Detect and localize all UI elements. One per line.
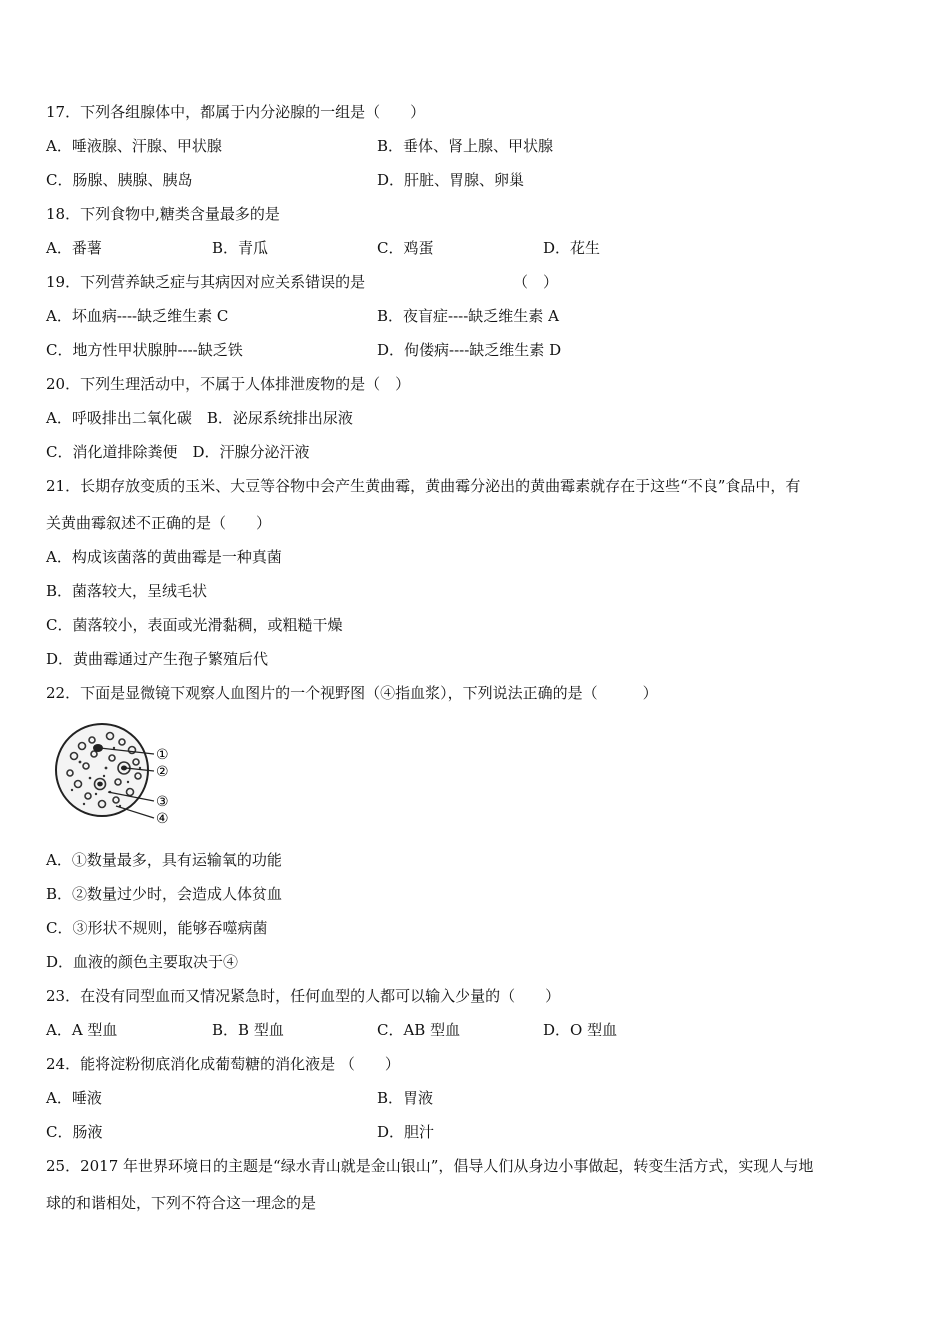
q23-option-a: A．A 型血	[46, 1021, 118, 1039]
q18-option-c: C．鸡蛋	[377, 239, 434, 257]
figure-label-1: ①	[156, 747, 169, 763]
q22-stem: 22．下面是显微镜下观察人血图片的一个视野图（④指血浆），下列说法正确的是（ ）	[46, 684, 658, 702]
q17-option-c: C．肠腺、胰腺、胰岛	[46, 171, 193, 189]
q21-option-b: B．菌落较大，呈绒毛状	[46, 582, 208, 600]
q21-stem-line1: 21．长期存放变质的玉米、大豆等谷物中会产生黄曲霉，黄曲霉分泌出的黄曲霉素就存在于这些“不良”食品中，有	[46, 477, 801, 495]
figure-label-3: ③	[156, 794, 169, 810]
q22-option-b: B．②数量过少时，会造成人体贫血	[46, 885, 283, 903]
q24-stem: 24．能将淀粉彻底消化成葡萄糖的消化液是 （ ）	[46, 1055, 400, 1073]
q23-stem: 23．在没有同型血而又情况紧急时，任何血型的人都可以输入少量的（ ）	[46, 987, 561, 1005]
q18-option-a: A．番薯	[46, 239, 102, 257]
q22-option-d: D．血液的颜色主要取决于④	[46, 953, 239, 971]
q19-option-a: A．坏血病----缺乏维生素 C	[46, 307, 229, 325]
q23-option-c: C．AB 型血	[377, 1021, 461, 1039]
q24-option-c: C．肠液	[46, 1123, 103, 1141]
q21-option-c: C．菌落较小，表面或光滑黏稠，或粗糙干燥	[46, 616, 343, 634]
q20-options-ab: A．呼吸排出二氧化碳 B．泌尿系统排出尿液	[46, 409, 353, 427]
q21-stem-line2: 关黄曲霉叙述不正确的是（ ）	[46, 514, 272, 532]
q17-option-a: A．唾液腺、汗腺、甲状腺	[46, 137, 222, 155]
q24-option-d: D．胆汁	[377, 1123, 435, 1141]
q18-option-d: D．花生	[543, 239, 601, 257]
q22-option-c: C．③形状不规则，能够吞噬病菌	[46, 919, 268, 937]
q23-option-b: B．B 型血	[212, 1021, 284, 1039]
q19-answer-paren: （ ）	[513, 273, 559, 291]
q19-option-c: C．地方性甲状腺肿----缺乏铁	[46, 341, 243, 359]
q21-option-a: A．构成该菌落的黄曲霉是一种真菌	[46, 548, 282, 566]
q17-option-b: B．垂体、肾上腺、甲状腺	[377, 137, 554, 155]
q18-stem: 18．下列食物中,糖类含量最多的是	[46, 205, 280, 223]
q20-options-cd: C．消化道排除粪便 D．汗腺分泌汗液	[46, 443, 310, 461]
q24-option-a: A．唾液	[46, 1089, 102, 1107]
figure-label-2: ②	[156, 764, 169, 780]
q24-option-b: B．胃液	[377, 1089, 434, 1107]
q21-option-d: D．黄曲霉通过产生孢子繁殖后代	[46, 650, 269, 668]
q18-option-b: B．青瓜	[212, 239, 269, 257]
blood-smear-figure	[52, 718, 182, 830]
figure-label-4: ④	[156, 811, 169, 827]
q19-option-d: D．佝偻病----缺乏维生素 D	[377, 341, 562, 359]
q25-stem-line1: 25．2017 年世界环境日的主题是“绿水青山就是金山银山”，倡导人们从身边小事做起，转变生活方式，实现人与地	[46, 1157, 814, 1175]
q20-stem: 20．下列生理活动中，不属于人体排泄废物的是（ ）	[46, 375, 411, 393]
q17-stem: 17．下列各组腺体中，都属于内分泌腺的一组是（ ）	[46, 103, 426, 121]
q19-option-b: B．夜盲症----缺乏维生素 A	[377, 307, 559, 325]
q25-stem-line2: 球的和谐相处，下列不符合这一理念的是	[46, 1194, 317, 1212]
q23-option-d: D．O 型血	[543, 1021, 618, 1039]
q17-option-d: D．肝脏、胃腺、卵巢	[377, 171, 525, 189]
q19-stem: 19．下列营养缺乏症与其病因对应关系错误的是	[46, 273, 366, 291]
q22-option-a: A．①数量最多，具有运输氧的功能	[46, 851, 282, 869]
